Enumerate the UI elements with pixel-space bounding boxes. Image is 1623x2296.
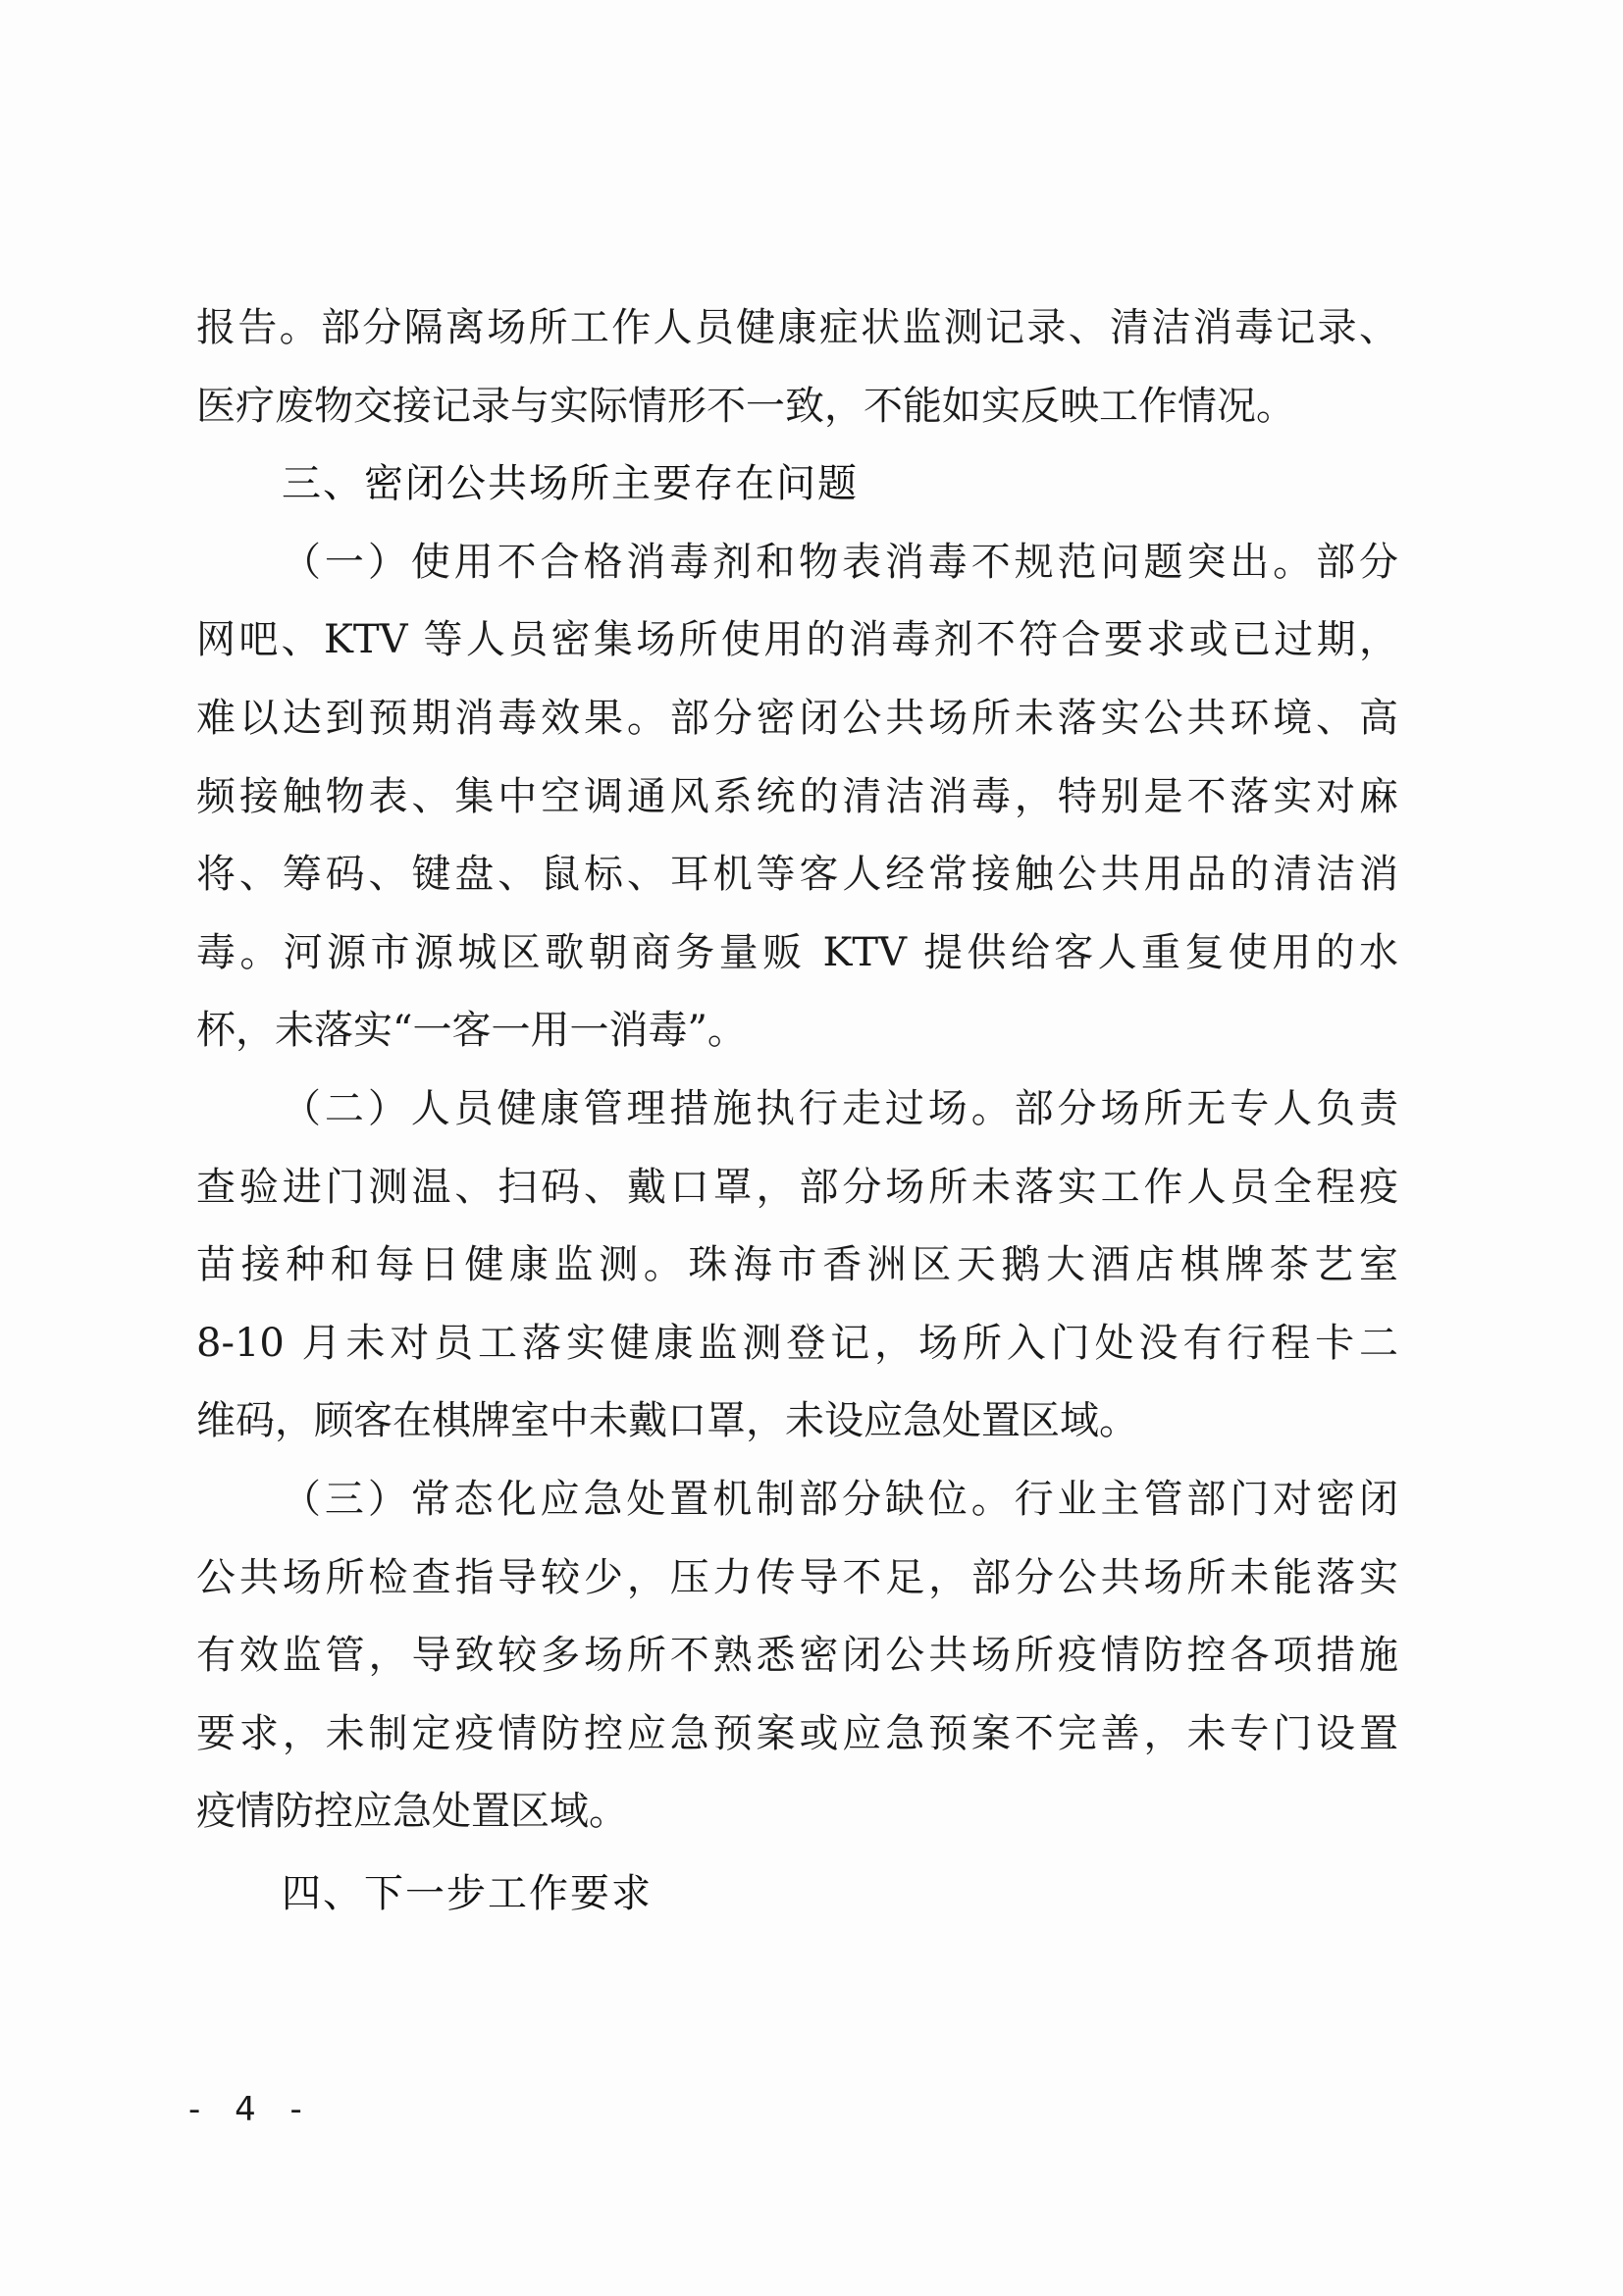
text-line: 查验进门测温、扫码、戴口罩，部分场所未落实工作人员全程疫 bbox=[196, 1164, 1398, 1210]
text-line: 网吧、KTV 等人员密集场所使用的消毒剂不符合要求或已过期， bbox=[196, 617, 1398, 663]
page-number: - 4 - bbox=[188, 2090, 314, 2129]
text-line: （二）人员健康管理措施执行走过场。部分场所无专人负责 bbox=[282, 1085, 1398, 1131]
section-heading-3: 三、密闭公共场所主要存在问题 bbox=[282, 461, 859, 507]
paragraph-continued bbox=[196, 289, 1398, 445]
section-heading-4: 四、下一步工作要求 bbox=[282, 1870, 653, 1916]
text-line: 8-10 月未对员工落实健康监测登记，场所入门处没有行程卡二 bbox=[196, 1320, 1398, 1366]
text-line: 报告。部分隔离场所工作人员健康症状监测记录、清洁消毒记录、 bbox=[196, 305, 1398, 350]
text-line: 医疗废物交接记录与实际情形不一致，不能如实反映工作情况。 bbox=[196, 383, 1295, 429]
text-line: 要求，未制定疫情防控应急预案或应急预案不完善，未专门设置 bbox=[196, 1710, 1398, 1756]
text-line: 疫情防控应急处置区域。 bbox=[196, 1789, 628, 1835]
text-line: 难以达到预期消毒效果。部分密闭公共场所未落实公共环境、高 bbox=[196, 695, 1398, 741]
text-line: 将、筹码、键盘、鼠标、耳机等客人经常接触公共用品的清洁消 bbox=[196, 852, 1398, 898]
text-line: 频接触物表、集中空调通风系统的清洁消毒，特别是不落实对麻 bbox=[196, 773, 1398, 819]
text-line: 维码，顾客在棋牌室中未戴口罩，未设应急处置区域。 bbox=[196, 1398, 1138, 1444]
text-line: （三）常态化应急处置机制部分缺位。行业主管部门对密闭 bbox=[282, 1476, 1398, 1522]
text-line: 公共场所检查指导较少，压力传导不足，部分公共场所未能落实 bbox=[196, 1554, 1398, 1600]
paragraph-3-2 bbox=[196, 1070, 1398, 1461]
text-line: 苗接种和每日健康监测。珠海市香洲区天鹅大酒店棋牌茶艺室 bbox=[196, 1242, 1398, 1288]
document-body bbox=[196, 289, 1398, 1933]
text-line: 有效监管，导致较多场所不熟悉密闭公共场所疫情防控各项措施 bbox=[196, 1633, 1398, 1679]
text-line: （一）使用不合格消毒剂和物表消毒不规范问题突出。部分 bbox=[282, 539, 1398, 585]
text-line: 毒。河源市源城区歌朝商务量贩 KTV 提供给客人重复使用的水 bbox=[196, 929, 1398, 975]
paragraph-3-3 bbox=[196, 1461, 1398, 1852]
text-line: 杯，未落实“一客一用一消毒”。 bbox=[196, 1008, 747, 1054]
paragraph-3-1 bbox=[196, 524, 1398, 1070]
